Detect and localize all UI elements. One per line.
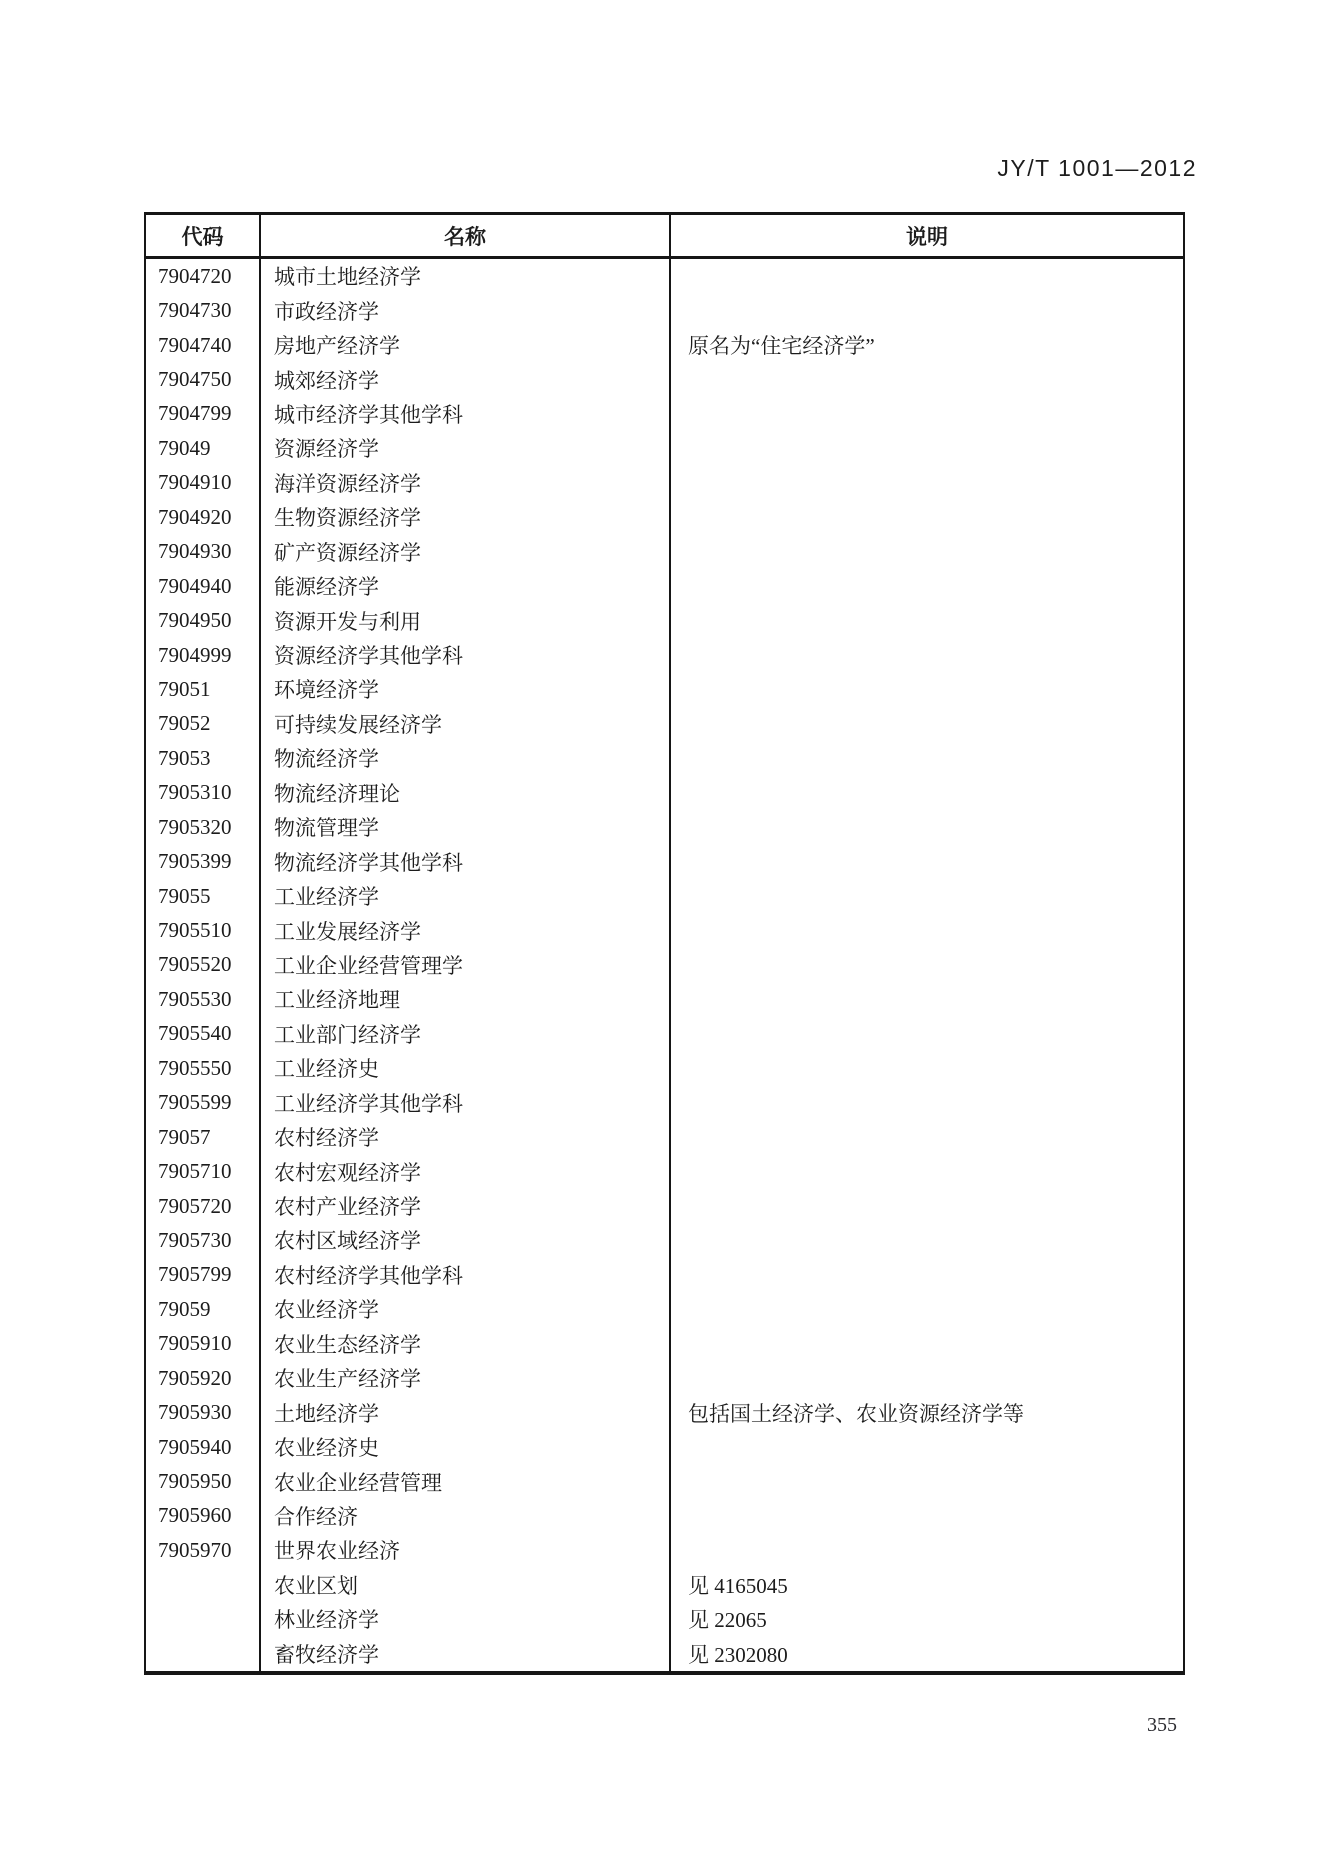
cell-note xyxy=(670,500,1184,534)
cell-name: 畜牧经济学 xyxy=(260,1637,670,1673)
cell-code: 7904920 xyxy=(158,504,232,529)
table-row xyxy=(145,707,1184,741)
cell-note: 见 4165045 xyxy=(670,1568,1184,1602)
cell-name: 工业经济地理 xyxy=(260,982,670,1016)
table-row xyxy=(145,603,1184,637)
cell-name: 资源开发与利用 xyxy=(260,603,670,637)
cell-name: 农业生态经济学 xyxy=(260,1327,670,1361)
cell-note xyxy=(670,913,1184,947)
table-row xyxy=(145,1051,1184,1085)
table-body xyxy=(145,258,1184,1673)
table-row xyxy=(145,776,1184,810)
cell-code: 79059 xyxy=(158,1296,211,1321)
cell-note xyxy=(670,1361,1184,1395)
cell-note xyxy=(670,844,1184,878)
cell-note xyxy=(670,258,1184,294)
table-row xyxy=(145,397,1184,431)
cell-code: 7905930 xyxy=(158,1400,232,1425)
cell-note xyxy=(670,362,1184,396)
cell-name: 可持续发展经济学 xyxy=(260,707,670,741)
cell-name: 城市经济学其他学科 xyxy=(260,397,670,431)
cell-name: 合作经济 xyxy=(260,1499,670,1533)
table-row xyxy=(145,1258,1184,1292)
table-row xyxy=(145,948,1184,982)
table-row xyxy=(145,1395,1184,1429)
table-row xyxy=(145,1464,1184,1498)
standard-number: JY/T 1001—2012 xyxy=(997,155,1197,181)
cell-name: 林业经济学 xyxy=(260,1602,670,1636)
cell-code: 79051 xyxy=(158,676,211,701)
table-row xyxy=(145,982,1184,1016)
cell-name: 房地产经济学 xyxy=(260,328,670,362)
page-number: 355 xyxy=(1147,1714,1177,1736)
cell-code xyxy=(145,1637,260,1673)
cell-name: 工业经济学 xyxy=(260,879,670,913)
cell-note xyxy=(670,1292,1184,1326)
cell-note xyxy=(670,1120,1184,1154)
header-row xyxy=(145,214,1184,258)
cell-code: 7905730 xyxy=(158,1227,232,1252)
cell-name: 环境经济学 xyxy=(260,672,670,706)
cell-note xyxy=(670,535,1184,569)
cell-code: 7905920 xyxy=(158,1365,232,1390)
cell-code: 7904730 xyxy=(158,298,232,323)
cell-note xyxy=(670,1464,1184,1498)
cell-note xyxy=(670,1499,1184,1533)
cell-code: 7904999 xyxy=(158,642,232,667)
cell-name: 市政经济学 xyxy=(260,293,670,327)
cell-name: 资源经济学 xyxy=(260,431,670,465)
cell-note: 见 22065 xyxy=(670,1602,1184,1636)
cell-code: 7904930 xyxy=(158,539,232,564)
table-row xyxy=(145,1361,1184,1395)
table-row xyxy=(145,638,1184,672)
table-row xyxy=(145,258,1184,294)
cell-note xyxy=(670,569,1184,603)
cell-code: 7905510 xyxy=(158,918,232,943)
cell-code: 7905910 xyxy=(158,1331,232,1356)
cell-code: 7905550 xyxy=(158,1055,232,1080)
cell-name: 农村经济学 xyxy=(260,1120,670,1154)
table-row xyxy=(145,500,1184,534)
cell-name: 城市土地经济学 xyxy=(260,258,670,294)
cell-code: 7905540 xyxy=(158,1021,232,1046)
cell-note xyxy=(670,948,1184,982)
cell-note xyxy=(670,1017,1184,1051)
cell-name: 农村宏观经济学 xyxy=(260,1154,670,1188)
table-row xyxy=(145,844,1184,878)
table-row xyxy=(145,1499,1184,1533)
table-row xyxy=(145,569,1184,603)
cell-note xyxy=(670,1154,1184,1188)
cell-note: 包括国土经济学、农业资源经济学等 xyxy=(670,1395,1184,1429)
table-row xyxy=(145,1154,1184,1188)
cell-name: 资源经济学其他学科 xyxy=(260,638,670,672)
cell-code: 7905530 xyxy=(158,986,232,1011)
cell-name: 工业经济史 xyxy=(260,1051,670,1085)
cell-code: 7905399 xyxy=(158,849,232,874)
cell-note xyxy=(670,1258,1184,1292)
table-row xyxy=(145,1533,1184,1567)
table-row xyxy=(145,431,1184,465)
cell-name: 农业经济史 xyxy=(260,1430,670,1464)
cell-note xyxy=(670,879,1184,913)
cell-code: 7905960 xyxy=(158,1503,232,1528)
cell-code: 7904950 xyxy=(158,608,232,633)
cell-code: 79049 xyxy=(158,435,211,460)
cell-note xyxy=(670,707,1184,741)
cell-note xyxy=(670,431,1184,465)
cell-code: 7904910 xyxy=(158,470,232,495)
cell-name: 海洋资源经济学 xyxy=(260,466,670,500)
cell-note xyxy=(670,466,1184,500)
cell-code: 7904720 xyxy=(158,263,232,288)
cell-code: 7905720 xyxy=(158,1193,232,1218)
cell-name: 矿产资源经济学 xyxy=(260,535,670,569)
cell-code: 7905710 xyxy=(158,1159,232,1184)
cell-code: 7904750 xyxy=(158,367,232,392)
cell-code: 79057 xyxy=(158,1124,211,1149)
table-row xyxy=(145,535,1184,569)
cell-note xyxy=(670,638,1184,672)
classification-table xyxy=(144,212,1185,1675)
table-row xyxy=(145,1430,1184,1464)
cell-note xyxy=(670,1223,1184,1257)
cell-name: 物流经济学其他学科 xyxy=(260,844,670,878)
cell-note xyxy=(670,810,1184,844)
header-cell-note: 说明 xyxy=(670,214,1184,258)
cell-note xyxy=(670,397,1184,431)
cell-name: 农业区划 xyxy=(260,1568,670,1602)
cell-name: 物流经济理论 xyxy=(260,776,670,810)
cell-code: 7905950 xyxy=(158,1469,232,1494)
cell-name: 生物资源经济学 xyxy=(260,500,670,534)
cell-code: 79053 xyxy=(158,745,211,770)
table-row xyxy=(145,293,1184,327)
table-row xyxy=(145,1327,1184,1361)
cell-code: 79055 xyxy=(158,883,211,908)
cell-code: 7905799 xyxy=(158,1262,232,1287)
cell-name: 物流管理学 xyxy=(260,810,670,844)
cell-code xyxy=(145,1602,260,1636)
cell-code: 7905320 xyxy=(158,814,232,839)
table-row xyxy=(145,1292,1184,1326)
cell-note: 原名为“住宅经济学” xyxy=(670,328,1184,362)
cell-note xyxy=(670,603,1184,637)
cell-name: 城郊经济学 xyxy=(260,362,670,396)
cell-name: 工业企业经营管理学 xyxy=(260,948,670,982)
cell-note xyxy=(670,1189,1184,1223)
cell-code xyxy=(145,1568,260,1602)
cell-note xyxy=(670,982,1184,1016)
cell-note xyxy=(670,776,1184,810)
cell-name: 农村经济学其他学科 xyxy=(260,1258,670,1292)
table-row xyxy=(145,466,1184,500)
cell-name: 工业经济学其他学科 xyxy=(260,1086,670,1120)
table-row xyxy=(145,879,1184,913)
cell-note xyxy=(670,1086,1184,1120)
cell-name: 世界农业经济 xyxy=(260,1533,670,1567)
table-header xyxy=(145,214,1184,258)
table-row xyxy=(145,1602,1184,1636)
cell-code: 7904940 xyxy=(158,573,232,598)
cell-note xyxy=(670,741,1184,775)
cell-note: 见 2302080 xyxy=(670,1637,1184,1673)
table-row xyxy=(145,1637,1184,1673)
cell-code: 7904799 xyxy=(158,401,232,426)
cell-name: 工业发展经济学 xyxy=(260,913,670,947)
cell-name: 农业经济学 xyxy=(260,1292,670,1326)
cell-code: 7905940 xyxy=(158,1434,232,1459)
cell-note xyxy=(670,672,1184,706)
cell-note xyxy=(670,293,1184,327)
table-row xyxy=(145,362,1184,396)
table-row xyxy=(145,810,1184,844)
cell-name: 土地经济学 xyxy=(260,1395,670,1429)
table-row xyxy=(145,913,1184,947)
cell-name: 农村产业经济学 xyxy=(260,1189,670,1223)
cell-name: 农业企业经营管理 xyxy=(260,1464,670,1498)
cell-code: 79052 xyxy=(158,711,211,736)
cell-note xyxy=(670,1430,1184,1464)
table-row xyxy=(145,1189,1184,1223)
table-row xyxy=(145,741,1184,775)
cell-note xyxy=(670,1051,1184,1085)
cell-code: 7905520 xyxy=(158,952,232,977)
table-row xyxy=(145,1223,1184,1257)
cell-name: 能源经济学 xyxy=(260,569,670,603)
cell-name: 物流经济学 xyxy=(260,741,670,775)
cell-note xyxy=(670,1327,1184,1361)
cell-code: 7905970 xyxy=(158,1537,232,1562)
cell-code: 7904740 xyxy=(158,332,232,357)
table-row xyxy=(145,1086,1184,1120)
table-row xyxy=(145,672,1184,706)
cell-code: 7905310 xyxy=(158,780,232,805)
header-cell-code: 代码 xyxy=(145,214,260,258)
table-row xyxy=(145,1120,1184,1154)
cell-note xyxy=(670,1533,1184,1567)
table-row xyxy=(145,1568,1184,1602)
cell-name: 工业部门经济学 xyxy=(260,1017,670,1051)
header-cell-name: 名称 xyxy=(260,214,670,258)
cell-name: 农村区域经济学 xyxy=(260,1223,670,1257)
cell-name: 农业生产经济学 xyxy=(260,1361,670,1395)
table-row xyxy=(145,328,1184,362)
cell-code: 7905599 xyxy=(158,1090,232,1115)
table-row xyxy=(145,1017,1184,1051)
